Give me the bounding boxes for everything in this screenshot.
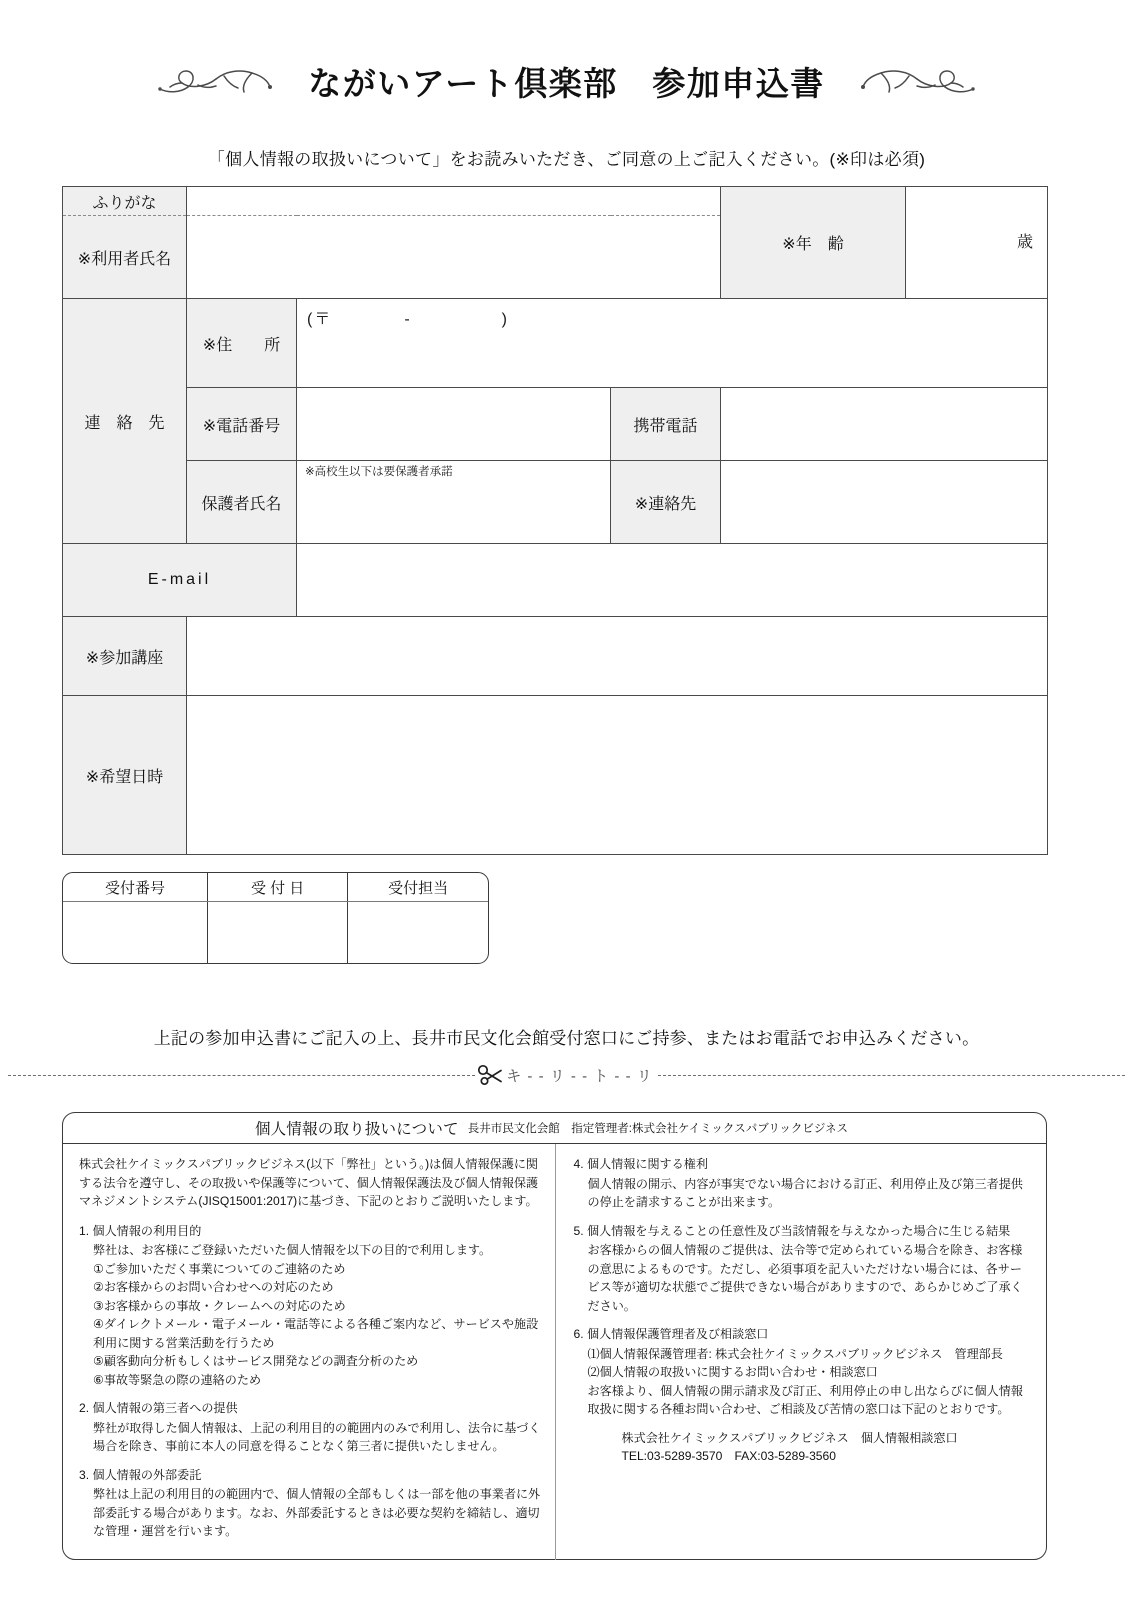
privacy-section-3-body: 弊社は上記の利用目的の範囲内で、個人情報の全部もしくは一部を他の事業者に外部委託する場合があります。なお、外部委託するときは必要な契約を締結し、適切な管理・運営を行います。 <box>93 1487 541 1538</box>
guardian-name-label: 保護者氏名 <box>187 461 297 544</box>
privacy-section-5-body: お客様からの個人情報のご提供は、法令等で定められている場合を除き、お客様の意思によるものです。ただし、必須事項を記入いただけない場合には、各サービス等が適切な状態でご提供できない場合がありますので、あらかじめご了承ください。 <box>587 1243 1023 1313</box>
privacy-section-5 <box>574 1222 1033 1316</box>
privacy-column-left <box>63 1144 555 1560</box>
flourish-ornament-left <box>154 59 274 105</box>
privacy-section-3-heading: 個人情報の外部委託 <box>92 1467 202 1482</box>
table-row-email <box>63 544 1048 617</box>
privacy-heading-subtitle: 長井市民文化会館 指定管理者:株式会社ケイミックスパブリックビジネス <box>467 1123 849 1135</box>
privacy-section-6-body: お客様より、個人情報の開示請求及び訂正、利用停止の申し出ならびに個人情報取扱に関する各種お問い合わせ、ご相談及び苦情の窓口は下記のとおりです。 <box>587 1383 1023 1416</box>
privacy-section-1-item-1: ①ご参加いただく事業についてのご連絡のため <box>93 1261 346 1276</box>
postal-code-hint: (〒 - ) <box>307 311 509 328</box>
reception-column-date: 受 付 日 <box>208 873 348 902</box>
consent-instruction: 「個人情報の取扱いについて」をお読みいただき、ご同意の上ご記入ください。(※印は必須) <box>207 150 926 169</box>
privacy-section-6-subitem-2: ⑵個人情報の取扱いに関するお問い合わせ・相談窓口 <box>587 1365 878 1379</box>
privacy-policy-body <box>63 1144 1046 1560</box>
privacy-section-3-title <box>79 1466 541 1485</box>
guardian-contact-input[interactable] <box>721 461 1048 544</box>
privacy-section-1-item-5: ⑤顧客動向分析もしくはサービス開発などの調査分析のため <box>93 1354 419 1368</box>
flourish-ornament-right <box>859 59 979 105</box>
privacy-section-3-number: 3. <box>79 1467 90 1482</box>
guardian-consent-note: ※高校生以下は要保護者承諾 <box>305 466 453 478</box>
user-name-label: ※利用者氏名 <box>63 216 187 299</box>
guardian-name-input[interactable] <box>297 461 611 544</box>
privacy-policy-panel <box>62 1112 1047 1560</box>
table-row-tel <box>63 388 1048 461</box>
cut-dash-right <box>658 1075 1125 1076</box>
email-input[interactable] <box>297 544 1048 617</box>
email-label: E-mail <box>63 544 297 617</box>
privacy-contact-name: 株式会社ケイミックスパブリックビジネス 個人情報相談窓口 <box>621 1430 958 1445</box>
privacy-section-2-heading: 個人情報の第三者への提供 <box>92 1401 238 1415</box>
privacy-section-1-item-6: ⑥事故等緊急の際の連絡のため <box>93 1372 262 1387</box>
contact-group-label: 連 絡 先 <box>63 299 187 544</box>
privacy-section-5-number: 5. <box>573 1223 584 1238</box>
cut-dash-left <box>8 1075 475 1076</box>
submission-instruction: 上記の参加申込書にご記入の上、長井市民文化会館受付窓口にご持参、またはお電話でお申込みください。 <box>153 1029 980 1048</box>
furigana-label: ふりがな <box>63 187 187 216</box>
table-row-datetime <box>63 696 1048 855</box>
reception-header-row <box>63 873 488 902</box>
application-form-table <box>62 186 1048 855</box>
privacy-section-2 <box>79 1399 541 1456</box>
privacy-section-2-number: 2. <box>79 1401 90 1415</box>
privacy-section-1-item-4: ④ダイレクトメール・電子メール・電話等による各種ご案内など、サービスや施設利用に関する営業活動を行うため <box>93 1317 539 1350</box>
privacy-section-1-number: 1. <box>79 1223 90 1238</box>
title-row <box>0 58 1133 105</box>
privacy-section-4-number: 4. <box>573 1157 584 1171</box>
privacy-section-6-title <box>574 1325 1033 1344</box>
cut-line-center <box>475 1063 657 1087</box>
privacy-section-2-title <box>79 1399 541 1418</box>
privacy-column-right <box>555 1144 1047 1560</box>
user-name-input[interactable] <box>187 216 721 299</box>
reception-column-number: 受付番号 <box>63 873 208 902</box>
course-input[interactable] <box>187 617 1048 696</box>
privacy-section-1-title <box>79 1222 541 1241</box>
desired-datetime-label: ※希望日時 <box>63 696 187 855</box>
privacy-contact-phone: TEL:03-5289-3570 FAX:03-5289-3560 <box>621 1448 836 1463</box>
privacy-section-6-number: 6. <box>573 1327 584 1341</box>
age-unit-label: 歳 <box>1017 233 1034 251</box>
reception-table <box>62 872 489 964</box>
table-row-course <box>63 617 1048 696</box>
privacy-section-2-body: 弊社が取得した個人情報は、上記の利用目的の範囲内のみで利用し、法令に基づく場合を除き、事前に本人の同意を得ることなく第三者に提供いたしません。 <box>93 1420 541 1453</box>
privacy-section-1-body: 弊社は、お客様にご登録いただいた個人情報を以下の目的で利用します。 <box>93 1243 492 1257</box>
privacy-section-4-title <box>574 1155 1033 1174</box>
scissors-icon <box>477 1063 503 1087</box>
reception-column-staff: 受付担当 <box>348 873 488 902</box>
privacy-section-1 <box>79 1222 541 1390</box>
desired-datetime-input[interactable] <box>187 696 1048 855</box>
tel-label: ※電話番号 <box>187 388 297 461</box>
privacy-section-5-heading: 個人情報を与えることの任意性及び当該情報を与えなかった場合に生じる結果 <box>586 1223 1011 1238</box>
privacy-section-6 <box>574 1325 1033 1465</box>
privacy-heading: 個人情報の取り扱いについて <box>254 1121 459 1138</box>
table-row-furigana <box>63 187 1048 216</box>
reception-entry-row <box>63 902 488 964</box>
privacy-section-1-item-3: ③お客様からの事故・クレームへの対応のため <box>93 1298 346 1313</box>
privacy-lead-paragraph: 株式会社ケイミックスパブリックビジネス(以下「弊社」という。)は個人情報保護に関する法令を遵守し、その取扱いや保護等について、個人情報保護法及び個人情報保護マネジメントシステム(JISQ15001:2017)に基づき、下記のとおりご説明いたします。 <box>79 1157 539 1208</box>
privacy-section-4-heading: 個人情報に関する権利 <box>586 1157 708 1171</box>
privacy-section-6-subitem-1: ⑴個人情報保護管理者: 株式会社ケイミックスパブリックビジネス 管理部長 <box>587 1346 1003 1361</box>
privacy-section-1-item-2: ②お客様からのお問い合わせへの対応のため <box>93 1280 334 1294</box>
table-row-guardian <box>63 461 1048 544</box>
mobile-label: 携帯電話 <box>611 388 721 461</box>
privacy-section-4-body: 個人情報の開示、内容が事実でない場合における訂正、利用停止及び第三者提供の停止を請求することが出来ます。 <box>587 1176 1023 1209</box>
furigana-input[interactable] <box>187 187 721 216</box>
privacy-section-6-heading: 個人情報保護管理者及び相談窓口 <box>586 1327 769 1341</box>
reception-number-input[interactable] <box>63 902 208 964</box>
privacy-section-3 <box>79 1466 541 1541</box>
cut-line-text: キ - - リ - - ト - - リ <box>506 1067 653 1085</box>
age-input[interactable] <box>906 187 1048 299</box>
privacy-section-5-title <box>574 1222 1033 1241</box>
cut-line <box>8 1062 1125 1088</box>
tel-input[interactable] <box>297 388 611 461</box>
privacy-section-1-heading: 個人情報の利用目的 <box>92 1223 202 1238</box>
guardian-contact-label: ※連絡先 <box>611 461 721 544</box>
address-label: ※住 所 <box>187 299 297 388</box>
course-label: ※参加講座 <box>63 617 187 696</box>
privacy-section-4 <box>574 1155 1033 1212</box>
address-input[interactable] <box>297 299 1048 388</box>
reception-date-input[interactable] <box>208 902 348 964</box>
privacy-policy-header <box>63 1113 1046 1144</box>
table-row-address <box>63 299 1048 388</box>
age-label: ※年 齢 <box>721 187 906 299</box>
page-title: ながいアート倶楽部 参加申込書 <box>308 64 825 103</box>
reception-staff-input[interactable] <box>348 902 488 964</box>
mobile-input[interactable] <box>721 388 1048 461</box>
